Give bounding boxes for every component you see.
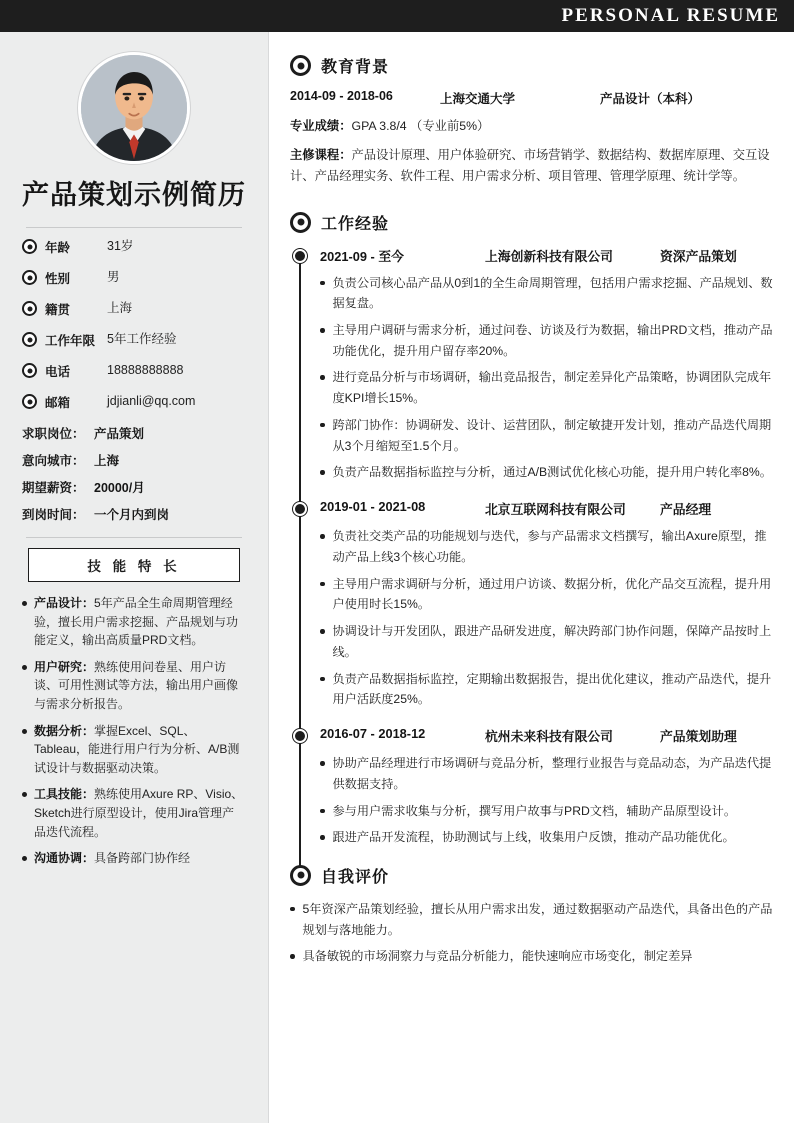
info-label: 性别 [45,272,71,287]
info-label: 邮箱 [45,396,71,411]
education-gpa-label: 专业成绩： [290,119,352,133]
bullet-text: 协调设计与开发团队，跟进产品研发进度，解决跨部门协作问题，保障产品按时上线。 [332,624,772,659]
info-row [22,300,246,318]
info-value: jdjianli@qq.com [107,394,196,409]
skill-text: 熟练使用Axure RP、Visio、Sketch进行原型设计，使用Jira管理产品迭代流程。 [34,787,244,839]
bullet-dot-icon [22,729,27,734]
list-item [22,722,246,778]
bullet-dot-icon [22,792,27,797]
timeline-dot-icon [293,249,307,263]
education-courses-label: 主修课程： [290,147,352,162]
ring-dot-icon [22,394,37,409]
experience-header-row [320,726,776,745]
experience-date: 2021-09 - 至今 [320,248,404,264]
ring-dot-icon [22,239,37,254]
info-row [22,238,246,256]
list-item [320,801,776,822]
sidebar-divider-top [26,227,242,228]
bullet-dot-icon [320,761,325,766]
section-title: 工作经验 [321,215,390,233]
personal-info-list [22,238,246,411]
job-intent-value: 上海 [94,454,120,469]
timeline-dot-icon [293,502,307,516]
job-intent-label: 到岗时间： [22,508,85,523]
experience-bullets [320,273,776,484]
bullet-dot-icon [320,470,325,475]
experience-company: 杭州未来科技有限公司 [485,729,613,745]
info-label: 工作年限 [45,334,96,349]
skill-text: 熟练使用问卷星、用户访谈、可用性测试等方法，输出用户画像与需求分析报告。 [34,659,239,712]
list-item [22,658,246,714]
list-item [290,946,776,967]
skill-text: 掌握Excel、SQL、Tableau，能进行用户行为分析、A/B测试设计与数据驱动决策。 [34,723,240,775]
page-header [0,0,794,32]
section-marker-icon [290,55,311,76]
list-item [320,367,776,408]
list-item [320,526,776,567]
info-row [22,331,246,349]
experience-bullets [320,753,776,848]
info-value: 31岁 [107,239,134,254]
self-eval-list [290,899,776,967]
main-content [268,32,794,1123]
bullet-text: 参与用户需求收集与分析，撰写用户故事与PRD文档，辅助产品原型设计。 [332,803,737,818]
bullet-text: 负责社交类产品的功能规划与迭代，参与产品需求文档撰写，输出Axure原型，推动产品上线3个核心功能。 [332,529,767,564]
experience-role: 产品经理 [660,502,712,518]
skill-text: 具备跨部门协作经 [94,851,191,866]
bullet-dot-icon [22,665,27,670]
list-item [320,574,776,615]
experience-date: 2016-07 - 2018-12 [320,726,426,742]
bullet-dot-icon [320,835,325,840]
job-intent-row [22,505,246,523]
list-item [22,594,246,650]
bullet-text: 具备敏锐的市场洞察力与竞品分析能力，能快速响应市场变化，制定差异 [302,949,693,964]
section-title: 自我评价 [321,868,390,886]
skills-list [22,594,246,868]
candidate-name: 产品策划示例简历 [22,180,246,210]
bullet-text: 协助产品经理进行市场调研与竞品分析，整理行业报告与竞品动态，为产品迭代提供数据支持。 [332,756,772,791]
experience-timeline [290,246,776,848]
list-item [22,849,246,868]
info-value: 18888888888 [107,363,184,378]
section-self-eval-header [290,864,776,887]
info-row [22,362,246,380]
list-item [320,753,776,794]
education-gpa [290,116,776,138]
info-label: 电话 [45,365,71,380]
info-value: 上海 [107,301,133,316]
timeline-item [290,499,776,710]
job-intent-block [22,424,246,523]
bullet-dot-icon [320,629,325,634]
timeline-item [290,726,776,848]
skill-title: 数据分析： [34,723,95,738]
list-item [320,273,776,314]
section-marker-icon [290,212,311,233]
info-value: 5年工作经验 [107,332,177,347]
experience-company: 上海创新科技有限公司 [485,248,613,264]
bullet-dot-icon [22,856,27,861]
bullet-text: 5年资深产品策划经验，擅长从用户需求出发，通过数据驱动产品迭代，具备出色的产品规划与落地能力。 [302,901,773,937]
bullet-text: 负责产品数据指标监控与分析，通过A/B测试优化核心功能，提升用户转化率8%。 [332,465,772,480]
timeline-item [290,246,776,484]
bullet-text: 主导用户需求调研与分析，通过用户访谈、数据分析，优化产品交互流程，提升用户使用时长15%。 [332,576,772,612]
ring-dot-icon [22,301,37,316]
bullet-dot-icon [320,328,325,333]
skill-title: 用户研究： [34,659,95,674]
skill-title: 工具技能： [34,787,95,802]
spacer [290,195,776,211]
bullet-dot-icon [320,809,325,814]
timeline-dot-icon [293,729,307,743]
experience-company: 北京互联网科技有限公司 [485,502,626,518]
education-date: 2014-09 - 2018-06 [290,89,393,103]
list-item [320,669,776,710]
skill-text: 5年产品全生命周期管理经验，擅长用户需求挖掘、产品规划与功能定义，输出高质量PRD文档。 [34,596,239,648]
education-gpa-value: GPA 3.8/4 （专业前5%） [351,119,490,133]
info-row [22,269,246,287]
job-intent-label: 求职岗位： [22,427,85,442]
education-courses-value: 产品设计原理、用户体验研究、市场营销学、数据结构、数据库原理、交互设计、产品经理实务、软件工程、用户需求分析、项目管理、管理学原理、统计学等。 [290,147,770,184]
bullet-text: 跨部门协作：协调研发、设计、运营团队，制定敏捷开发计划，推动产品迭代周期从3个月缩短至1.5个月。 [332,417,772,453]
list-item [320,415,776,456]
info-label: 年龄 [45,241,71,256]
bullet-dot-icon [320,281,325,286]
job-intent-value: 产品策划 [94,427,145,442]
list-item [320,462,776,483]
bullet-dot-icon [320,423,325,428]
bullet-text: 负责公司核心品产品从0到1的全生命周期管理，包括用户需求挖掘、产品规划、数据复盘。 [332,275,773,311]
info-row [22,393,246,411]
list-item [22,785,246,841]
sidebar-divider-bottom [26,537,242,538]
skills-section-title: 技 能 特 长 [28,548,240,582]
bullet-dot-icon [320,375,325,380]
info-value: 男 [107,270,120,285]
list-item [320,827,776,848]
skill-title: 沟通协调： [34,851,95,866]
job-intent-row [22,478,246,496]
list-item [320,320,776,361]
job-intent-row [22,424,246,442]
bullet-dot-icon [320,534,325,539]
experience-date: 2019-01 - 2021-08 [320,499,426,515]
experience-bullets [320,526,776,710]
bullet-text: 进行竞品分析与市场调研，输出竞品报告，制定差异化产品策略，协调团队完成年度KPI增长15%。 [332,370,772,406]
ring-dot-icon [22,270,37,285]
bullet-text: 主导用户调研与需求分析，通过问卷、访谈及行为数据，输出PRD文档，推动产品功能优化，提升用户留存率20%。 [332,323,773,358]
bullet-dot-icon [320,582,325,587]
info-label: 籍贯 [45,303,71,318]
job-intent-value: 20000/月 [94,481,145,496]
section-experience-header [290,211,776,234]
education-major: 产品设计（本科） [600,92,701,106]
ring-dot-icon [22,332,37,347]
section-title: 教育背景 [321,59,390,76]
education-school: 上海交通大学 [440,92,516,106]
section-education-header [290,54,776,77]
education-row [290,89,776,107]
bullet-text: 负责产品数据指标监控，定期输出数据报告，提出优化建议，推动产品迭代，提升用户活跃度25%。 [332,671,772,707]
experience-role: 产品策划助理 [660,729,737,745]
experience-header-row [320,246,776,265]
job-intent-label: 意向城市： [22,454,85,469]
bullet-dot-icon [290,954,295,959]
column-divider [268,32,269,1123]
job-intent-label: 期望薪资： [22,481,85,496]
job-intent-value: 一个月内到岗 [94,508,170,523]
resume-body [0,32,794,1123]
avatar [78,52,190,164]
education-courses [290,145,776,188]
list-item [290,899,776,940]
bullet-dot-icon [290,907,295,912]
bullet-dot-icon [320,677,325,682]
skill-title: 产品设计： [34,596,95,611]
experience-header-row [320,499,776,518]
section-marker-icon [290,865,311,886]
ring-dot-icon [22,363,37,378]
avatar-illustration-icon [81,55,187,161]
bullet-text: 跟进产品开发流程，协助测试与上线，收集用户反馈，推动产品功能优化。 [332,830,735,845]
sidebar [0,32,268,1123]
bullet-dot-icon [22,601,27,606]
job-intent-row [22,451,246,469]
header-title: PERSONAL RESUME [561,5,780,26]
list-item [320,621,776,662]
experience-role: 资深产品策划 [660,248,737,264]
